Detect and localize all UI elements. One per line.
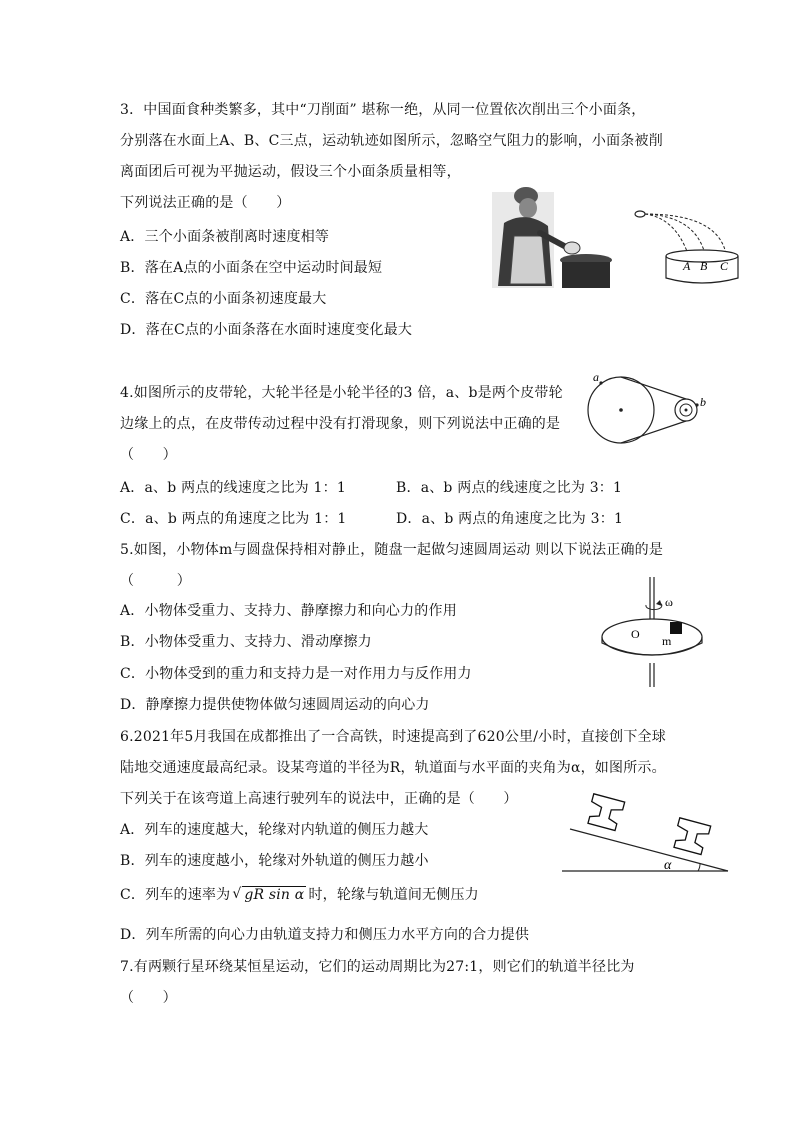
q6-option-d: D．列车所需的向心力由轨道支持力和侧压力水平方向的合力提供 (120, 927, 530, 943)
q6-option-c-suffix: 时，轮缘与轨道间无侧压力 (308, 887, 479, 903)
inner-rail-icon (586, 794, 625, 831)
q4-option-a: A．a、b 两点的线速度之比为 1：1 (120, 480, 346, 496)
q3-label-b: B (700, 259, 708, 273)
q5-option-d: D．静摩擦力提供使物体做匀速圆周运动的向心力 (120, 697, 430, 713)
q6-option-c-prefix: C．列车的速率为 (120, 887, 231, 903)
q7-stem-line-2: （ ） (120, 990, 177, 1006)
q7-stem-line-1: 7.有两颗行星环绕某恒星运动，它们的运动周期比为27:1，则它们的轨道半径比为 (120, 959, 635, 975)
q3-label-c: C (720, 259, 729, 273)
q6-banked-track-figure (560, 785, 730, 875)
q6-option-c (120, 885, 479, 905)
q3-label-a: A (683, 259, 691, 273)
q4-stem-line-3: （ ） (120, 447, 177, 463)
q4-stem-line-2: 边缘上的点，在皮带传动过程中没有打滑现象，则下列说法中正确的是 (120, 416, 561, 432)
q4-belt-pulley-figure (585, 368, 715, 452)
q4-label-a: a (593, 370, 599, 384)
q6-option-b: B．列车的速度越小，轮缘对外轨道的侧压力越小 (120, 853, 429, 869)
q6-formula-text: gR sin α (244, 887, 305, 903)
q6-stem-line-3: 下列关于在该弯道上高速行驶列车的说法中，正确的是（ ） (120, 791, 518, 807)
q5-rotating-disk-figure (598, 575, 710, 690)
q3-noodle-figure (490, 178, 740, 290)
q5-label-o: O (631, 627, 640, 641)
q6-label-alpha: α (664, 858, 672, 873)
q5-option-a: A．小物体受重力、支持力、静摩擦力和向心力的作用 (120, 603, 457, 619)
q5-option-b: B．小物体受重力、支持力、滑动摩擦力 (120, 634, 372, 650)
q4-stem-line-1: 4.如图所示的皮带轮，大轮半径是小轮半径的3 倍，a、b是两个皮带轮 (120, 385, 563, 401)
radical-sign-icon: √ (232, 886, 242, 902)
q3-option-c: C．落在C点的小面条初速度最大 (120, 291, 327, 307)
q4-label-b: b (700, 395, 706, 409)
q3-stem-line-1: 3．中国面食种类繁多，其中“刀削面” 堪称一绝，从同一位置依次削出三个小面条， (120, 102, 646, 118)
q6-option-a: A．列车的速度越大，轮缘对内轨道的侧压力越大 (120, 822, 429, 838)
chef-image (492, 187, 612, 288)
q3-stem-line-2: 分别落在水面上A、B、C三点，运动轨迹如图所示，忽略空气阻力的影响，小面条被削 (120, 133, 663, 149)
q6-stem-line-2: 陆地交通速度最高纪录。设某弯道的半径为R，轨道面与水平面的夹角为α，如图所示。 (120, 760, 666, 776)
q3-stem-line-4: 下列说法正确的是（ ） (120, 195, 291, 211)
q4-option-b: B．a、b 两点的线速度之比为 3：1 (396, 480, 623, 496)
q3-option-b: B．落在A点的小面条在空中运动时间最短 (120, 260, 383, 276)
q5-label-omega: ω (665, 595, 673, 609)
q3-option-a: A．三个小面条被削离时速度相等 (120, 229, 330, 245)
q3-stem-line-3: 离面团后可视为平抛运动，假设三个小面条质量相等， (120, 164, 461, 180)
q5-stem-line-1: 5.如图，小物体m与圆盘保持相对静止，随盘一起做匀速圆周运动 则以下说法正确的是 (120, 542, 664, 558)
q6-stem-line-1: 6.2021年5月我国在成都推出了一合高铁，时速提高到了620公里/小时，直接创下全球 (120, 729, 666, 745)
q6-sqrt-formula (232, 885, 306, 905)
q5-label-m: m (662, 634, 672, 648)
q3-option-d: D．落在C点的小面条落在水面时速度变化最大 (120, 322, 413, 338)
q5-stem-line-2: （ ） (120, 573, 191, 589)
q4-option-c: C．a、b 两点的角速度之比为 1：1 (120, 511, 347, 527)
q5-option-c: C．小物体受到的重力和支持力是一对作用力与反作用力 (120, 666, 472, 682)
outer-rail-icon (672, 818, 711, 855)
q4-option-d: D．a、b 两点的角速度之比为 3：1 (396, 511, 624, 527)
